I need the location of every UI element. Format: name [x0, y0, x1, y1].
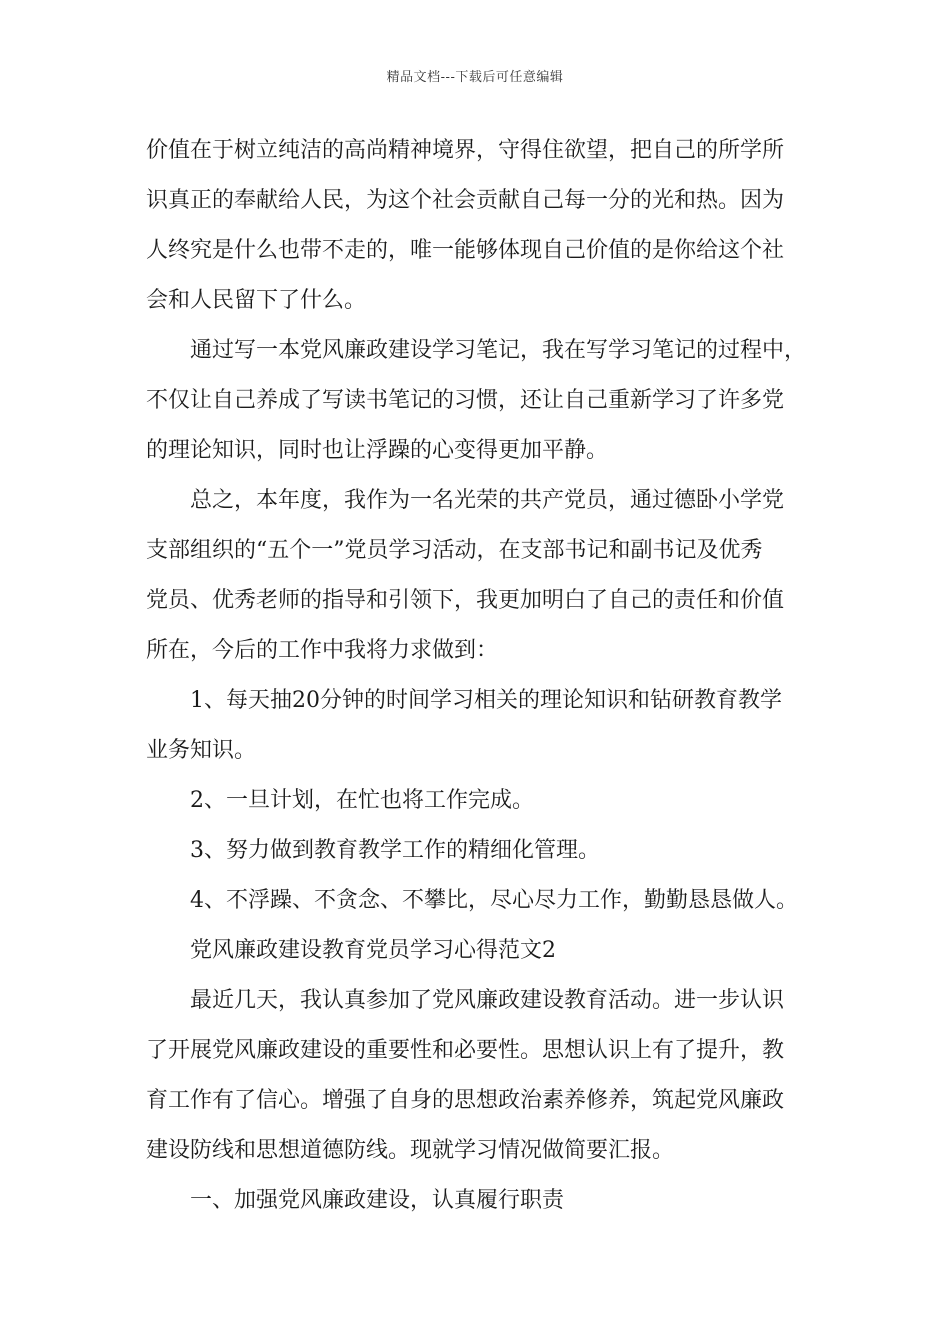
- text-line: 的理论知识，同时也让浮躁的心变得更加平静。: [146, 438, 609, 463]
- paragraph-start: 总之，本年度，我作为一名光荣的共产党员，通过德卧小学党: [190, 488, 785, 513]
- paragraph-start: 通过写一本党风廉政建设学习笔记，我在写学习笔记的过程中，: [190, 338, 807, 363]
- text-line: 业务知识。: [146, 738, 257, 763]
- text-line: 价值在于树立纯洁的高尚精神境界，守得住欲望，把自己的所学所: [146, 138, 785, 163]
- text-line: 党员、优秀老师的指导和引领下，我更加明白了自己的责任和价值: [146, 588, 785, 613]
- list-item: 1、每天抽20分钟的时间学习相关的理论知识和钻研教育教学: [190, 688, 782, 713]
- text-line: 会和人民留下了什么。: [146, 288, 367, 313]
- page-header: 精品文档---下载后可任意编辑: [386, 70, 564, 85]
- text-line: 育工作有了信心。增强了自身的思想政治素养修养，筑起党风廉政: [146, 1088, 785, 1113]
- subheading: 一、加强党风廉政建设，认真履行职责: [190, 1188, 565, 1213]
- text-line: 人终究是什么也带不走的，唯一能够体现自己价值的是你给这个社: [146, 238, 785, 263]
- text-line: 不仅让自己养成了写读书笔记的习惯，还让自己重新学习了许多党: [146, 388, 785, 413]
- list-item: 3、努力做到教育教学工作的精细化管理。: [190, 838, 600, 863]
- text-line: 建设防线和思想道德防线。现就学习情况做简要汇报。: [146, 1138, 675, 1163]
- document-body: [146, 126, 816, 1226]
- list-item: 2、一旦计划，在忙也将工作完成。: [190, 788, 534, 813]
- paragraph-start: 最近几天，我认真参加了党风廉政建设教育活动。进一步认识: [190, 988, 785, 1013]
- section-title: 党风廉政建设教育党员学习心得范文2: [190, 938, 556, 963]
- text-line: 支部组织的“五个一”党员学习活动，在支部书记和副书记及优秀: [146, 538, 763, 563]
- text-line: 所在，今后的工作中我将力求做到：: [146, 638, 499, 663]
- list-item: 4、不浮躁、不贪念、不攀比，尽心尽力工作，勤勤恳恳做人。: [190, 888, 798, 913]
- text-line: 识真正的奉献给人民，为这个社会贡献自己每一分的光和热。因为: [146, 188, 785, 213]
- text-line: 了开展党风廉政建设的重要性和必要性。思想认识上有了提升，教: [146, 1038, 785, 1063]
